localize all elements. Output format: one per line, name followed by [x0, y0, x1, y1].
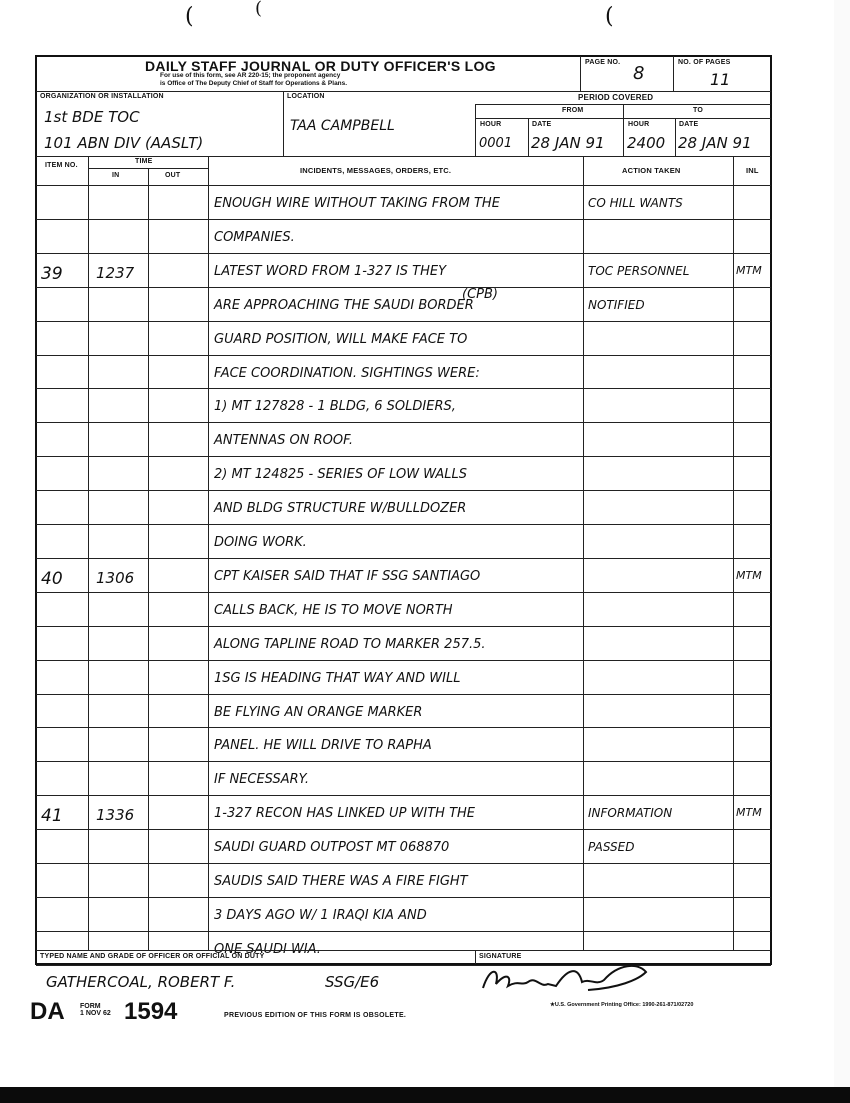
grade: SSG/E6 [325, 973, 380, 991]
typed-name: GATHERCOAL, ROBERT F. [46, 973, 236, 991]
time-label: TIME [135, 158, 153, 165]
hour-label: HOUR [628, 121, 650, 128]
incident-text: CPT KAISER SAID THAT IF SSG SANTIAGO [214, 568, 481, 584]
inl-label: INL [746, 166, 759, 175]
form-prefix: DA [30, 998, 65, 1025]
incident-text: SAUDIS SAID THERE WAS A FIRE FIGHT [214, 874, 468, 889]
location: TAA CAMPBELL [290, 118, 395, 134]
out-label: OUT [165, 172, 181, 179]
incident-text: BE FLYING AN ORANGE MARKER [214, 704, 423, 720]
incident-text: SAUDI GUARD OUTPOST MT 068870 [214, 840, 450, 856]
row-line [36, 863, 771, 864]
signature-label: SIGNATURE [479, 953, 522, 960]
incident-text: COMPANIES. [214, 229, 295, 245]
row-line [36, 592, 771, 593]
initials: MTM [736, 263, 762, 277]
action-taken: INFORMATION [588, 806, 673, 821]
row-line [36, 355, 771, 356]
from-date: 28 JAN 91 [531, 134, 605, 152]
row-line [36, 795, 771, 796]
action-taken: TOC PERSONNEL [588, 263, 690, 278]
org-label: ORGANIZATION OR INSTALLATION [40, 93, 164, 100]
item-no: 39 [41, 263, 63, 284]
punch-mark: ( [605, 4, 614, 29]
item-label: ITEM NO. [45, 162, 78, 169]
row-line [36, 219, 771, 220]
item-no: 41 [41, 806, 63, 827]
in-label: IN [112, 172, 120, 179]
hour-label: HOUR [480, 121, 502, 128]
incident-text: AND BLDG STRUCTURE W/BULLDOZER [214, 501, 467, 517]
incident-text: 2) MT 124825 - SERIES OF LOW WALLS [214, 467, 468, 483]
form-subtitle: For use of this form, see AR 220-15; the proponent agency [160, 72, 341, 79]
punch-mark: ( [185, 4, 194, 29]
incident-text: 1SG IS HEADING THAT WAY AND WILL [214, 670, 461, 686]
row-line [36, 931, 771, 932]
incident-text: DOING WORK. [214, 535, 307, 550]
incident-text: ONE SAUDI WIA. [214, 941, 321, 957]
date-label: DATE [679, 121, 699, 128]
row-line [36, 490, 771, 491]
incident-text: 3 DAYS AGO W/ 1 IRAQI KIA AND [214, 907, 427, 923]
incident-text: 1-327 RECON HAS LINKED UP WITH THE [214, 806, 476, 822]
to-label: TO [693, 107, 703, 114]
row-line [36, 694, 771, 695]
location-label: LOCATION [287, 93, 325, 100]
action-taken: NOTIFIED [588, 297, 645, 312]
incident-text: PANEL. HE WILL DRIVE TO RAPHA [214, 738, 432, 754]
incident-text: LATEST WORD FROM 1-327 IS THEY [214, 263, 447, 279]
time-in: 1237 [96, 263, 135, 282]
incident-text: FACE COORDINATION. SIGHTINGS WERE: [214, 365, 480, 381]
incidents-label: INCIDENTS, MESSAGES, ORDERS, ETC. [300, 166, 452, 175]
form-subtitle: is Office of The Deputy Chief of Staff for Operations & Plans. [160, 80, 348, 87]
row-line [36, 388, 771, 389]
typed-name-label: TYPED NAME AND GRADE OF OFFICER OR OFFICIAL ON DUTY [40, 953, 265, 960]
row-line [36, 660, 771, 661]
punch-mark: ( [255, 0, 263, 19]
row-line [36, 287, 771, 288]
incident-text: ARE APPROACHING THE SAUDI BORDER [214, 297, 474, 313]
scan-border [0, 1087, 850, 1103]
incident-text: ALONG TAPLINE ROAD TO MARKER 257.5. [214, 636, 486, 652]
row-line [36, 456, 771, 457]
page-no: 8 [633, 63, 645, 84]
item-no: 40 [41, 568, 63, 589]
org-line1: 1st BDE TOC [44, 108, 140, 126]
row-line [36, 761, 771, 762]
form-number: 1594 [124, 998, 178, 1025]
row-line [36, 829, 771, 830]
action-label: ACTION TAKEN [622, 166, 681, 175]
incident-text: CALLS BACK, HE IS TO MOVE NORTH [214, 602, 453, 618]
time-in: 1306 [96, 568, 135, 587]
incident-text: 1) MT 127828 - 1 BLDG, 6 SOLDIERS, [214, 399, 456, 415]
from-hour: 0001 [479, 136, 513, 151]
row-line [36, 524, 771, 525]
incident-text: ENOUGH WIRE WITHOUT TAKING FROM THE [214, 196, 500, 211]
from-label: FROM [562, 107, 584, 114]
no-of-pages-label: NO. OF PAGES [678, 59, 731, 66]
row-line [36, 727, 771, 728]
form-date: FORM 1 NOV 62 [80, 1003, 111, 1017]
annotation: (CPB) [462, 287, 498, 302]
row-line [36, 253, 771, 254]
org-line2: 101 ABN DIV (AASLT) [44, 134, 204, 152]
obsolete-notice: PREVIOUS EDITION OF THIS FORM IS OBSOLETE. [224, 1012, 407, 1019]
initials: MTM [736, 568, 762, 582]
printing-office: ★U.S. Government Printing Office: 1990-261-871/02720 [550, 1002, 694, 1008]
incident-text: IF NECESSARY. [214, 772, 310, 788]
row-line [36, 558, 771, 559]
no-of-pages: 11 [710, 70, 731, 89]
action-taken: PASSED [588, 840, 635, 855]
period-label: PERIOD COVERED [578, 93, 654, 102]
signature [478, 958, 668, 998]
action-taken: CO HILL WANTS [588, 196, 683, 210]
incident-text: ANTENNAS ON ROOF. [214, 433, 354, 449]
initials: MTM [736, 806, 762, 820]
date-label: DATE [532, 121, 552, 128]
to-date: 28 JAN 91 [678, 134, 752, 152]
row-line [36, 321, 771, 322]
time-in: 1336 [96, 806, 135, 825]
row-line [36, 897, 771, 898]
row-line [36, 422, 771, 423]
page-no-label: PAGE NO. [585, 59, 621, 66]
incident-text: GUARD POSITION, WILL MAKE FACE TO [214, 331, 468, 347]
to-hour: 2400 [627, 134, 666, 152]
page-edge [834, 0, 850, 1087]
form-title: DAILY STAFF JOURNAL OR DUTY OFFICER'S LOG [145, 58, 496, 74]
row-line [36, 626, 771, 627]
